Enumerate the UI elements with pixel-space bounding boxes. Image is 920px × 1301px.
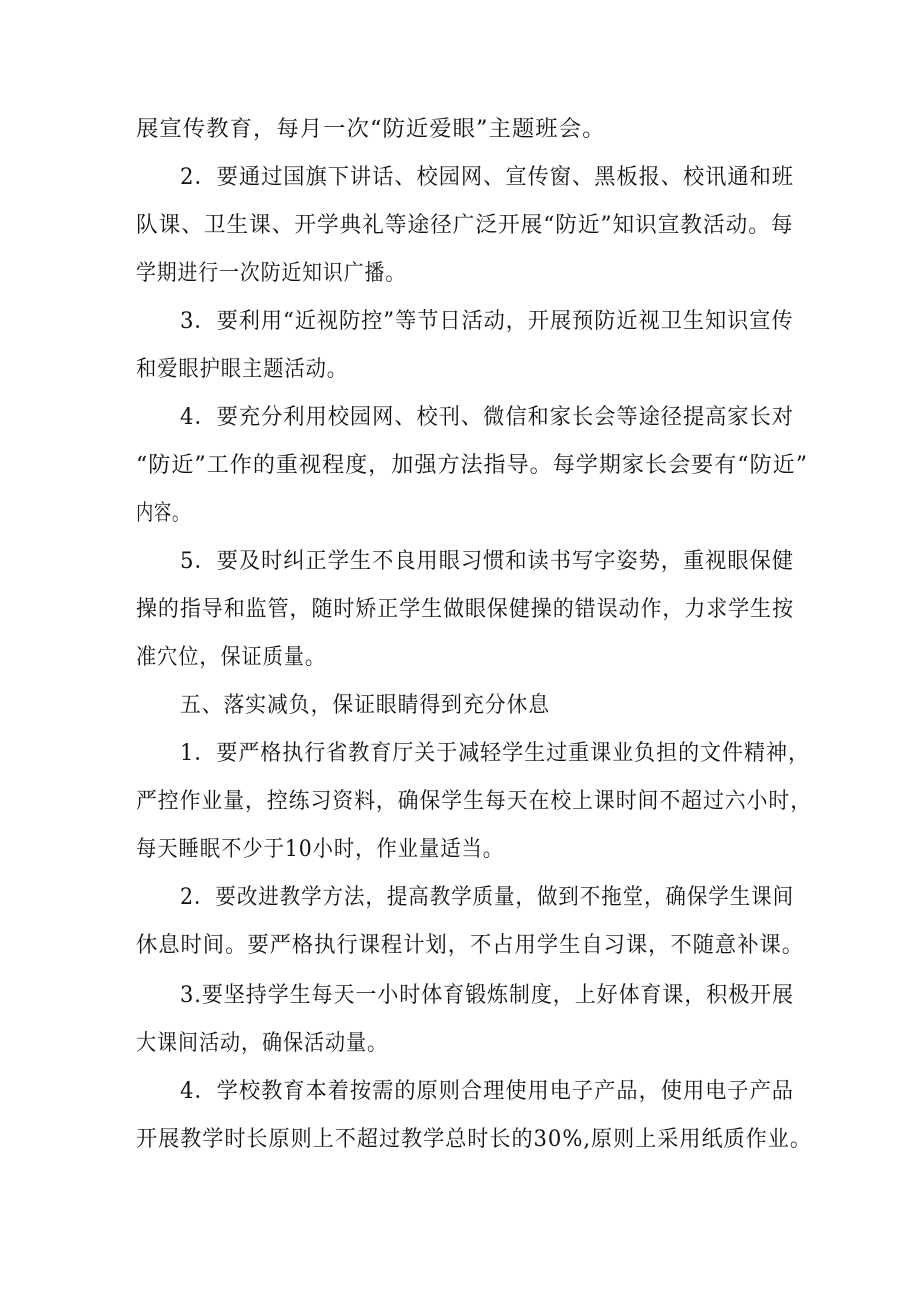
paragraph-line: “防近”工作的重视程度，加强方法指导。每学期家长会要有“防近”	[136, 453, 808, 478]
paragraph-line: 准穴位，保证质量。	[136, 645, 327, 670]
paragraph-line: 每天睡眠不少于10小时，作业量适当。	[136, 837, 504, 862]
paragraph-line: 4．要充分利用校园网、校刊、微信和家长会等途径提高家长对	[180, 405, 794, 430]
paragraph-line: 大课间活动，确保活动量。	[136, 1031, 389, 1056]
paragraph-line: 休息时间。要严格执行课程计划，不占用学生自习课，不随意补课。	[136, 933, 805, 958]
paragraph-line: 4．学校教育本着按需的原则合理使用电子产品，使用电子产品	[180, 1079, 794, 1104]
paragraph-line: 操的指导和监管，随时矫正学生做眼保健操的错误动作，力求学生按	[136, 597, 795, 622]
paragraph-line: 开展教学时长原则上不超过教学总时长的30%,原则上采用纸质作业。	[136, 1127, 812, 1152]
paragraph-line: 和爱眼护眼主题活动。	[136, 357, 349, 382]
paragraph-line: 1．要严格执行省教育厅关于减轻学生过重课业负担的文件精神，	[180, 741, 810, 766]
paragraph-line: 严控作业量，控练习资料，确保学生每天在校上课时间不超过六小时，	[136, 789, 813, 814]
paragraph-line: 3.要坚持学生每天一小时体育锻炼制度，上好体育课，积极开展	[180, 983, 794, 1008]
paragraph-line: 2．要改进教学方法，提高教学质量，做到不拖堂，确保学生课间	[180, 885, 794, 910]
paragraph-line: 5．要及时纠正学生不良用眼习惯和读书写字姿势，重视眼保健	[180, 549, 794, 574]
paragraph-line: 2．要通过国旗下讲话、校园网、宣传窗、黑板报、校讯通和班	[180, 165, 794, 190]
paragraph-line: 内容。	[136, 501, 191, 526]
paragraph-line: 3．要利用“近视防控”等节日活动，开展预防近视卫生知识宣传	[180, 309, 794, 334]
paragraph-line: 学期进行一次防近知识广播。	[136, 261, 407, 286]
paragraph-line: 展宣传教育，每月一次“防近爱眼”主题班会。	[136, 117, 606, 142]
section-heading: 五、落实减负，保证眼睛得到充分休息	[180, 693, 551, 718]
paragraph-line: 队课、卫生课、开学典礼等途径广泛开展“防近”知识宣教活动。每	[136, 213, 794, 238]
